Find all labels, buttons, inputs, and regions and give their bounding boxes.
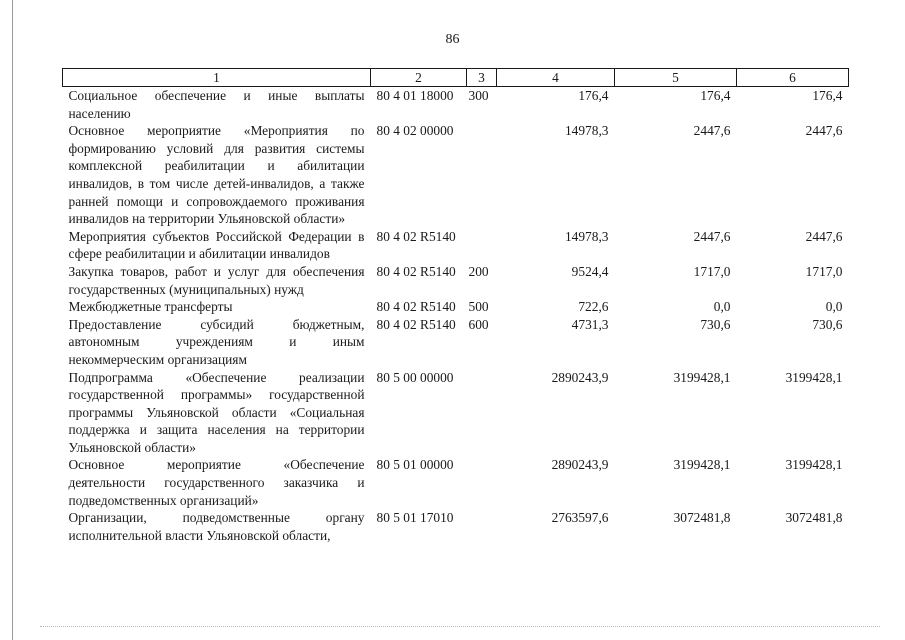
row-value-col6: 2447,6	[805, 123, 843, 139]
row-code: 80 4 02 R5140	[376, 263, 456, 279]
header-col-5: 5	[615, 69, 737, 87]
header-col-1: 1	[63, 69, 371, 87]
table-row	[63, 369, 849, 457]
row-code: 80 5 01 17010	[376, 510, 454, 526]
row-value-col4: 2890243,9	[551, 369, 609, 385]
row-name: Мероприятия субъектов Российской Федерации в сфере реабилитации и абилитации инвалидов	[68, 228, 365, 262]
row-value-col4: 4731,3	[571, 316, 609, 332]
table-row	[63, 509, 849, 544]
row-name: Основное мероприятие «Мероприятия по формированию условий для развития системы комплексной реабилитации и абилитации инвалидов, в том числе детей-инвалидов, а также ранней помощи и сопровождаемого проживания инвалидов на территории Ульяновской области»	[68, 123, 365, 227]
table-row	[63, 87, 849, 123]
row-expense-type: 600	[468, 316, 489, 332]
row-name: Межбюджетные трансферты	[68, 299, 233, 315]
row-value-col5: 2447,6	[693, 228, 731, 244]
row-name: Предоставление субсидий бюджетным, автономным учреждениям и иным некоммерческим организациям	[68, 316, 365, 367]
row-value-col5: 1717,0	[693, 263, 731, 279]
row-value-col6: 3072481,8	[785, 510, 843, 526]
row-expense-type	[467, 369, 497, 457]
row-value-col5: 3072481,8	[673, 510, 731, 526]
row-expense-type: 200	[468, 263, 489, 279]
row-expense-type	[467, 228, 497, 263]
row-value-col6: 176,4	[812, 88, 843, 103]
row-code: 80 4 02 R5140	[376, 299, 456, 315]
row-expense-type	[467, 509, 497, 544]
row-value-col5: 0,0	[713, 299, 731, 315]
budget-table	[62, 68, 849, 544]
row-value-col6: 3199428,1	[785, 457, 843, 473]
row-value-col6: 3199428,1	[785, 369, 843, 385]
header-row	[63, 69, 849, 87]
row-value-col6: 730,6	[812, 316, 843, 332]
row-value-col4: 14978,3	[564, 228, 609, 244]
row-name: Социальное обеспечение и иные выплаты населению	[68, 88, 365, 121]
scan-left-edge-line	[12, 0, 13, 640]
row-value-col6: 1717,0	[805, 263, 843, 279]
table-header	[63, 69, 849, 87]
row-value-col4: 9524,4	[571, 263, 609, 279]
header-col-3: 3	[467, 69, 497, 87]
header-col-2: 2	[371, 69, 467, 87]
row-value-col5: 3199428,1	[673, 457, 731, 473]
row-name: Подпрограмма «Обеспечение реализации государственной программы» государственной программы Ульяновской области «Социальная поддержка и защита населения на территории Ульяновской области»	[68, 369, 365, 455]
row-code: 80 5 01 00000	[376, 457, 454, 473]
table-body	[63, 87, 849, 545]
row-code: 80 4 02 00000	[376, 123, 454, 139]
scan-bottom-artifacts	[40, 626, 880, 631]
table-row	[63, 122, 849, 228]
row-code: 80 4 02 R5140	[376, 228, 456, 244]
row-code: 80 4 02 R5140	[376, 316, 456, 332]
row-expense-type: 500	[468, 299, 489, 315]
table-row	[63, 316, 849, 369]
row-value-col5: 176,4	[700, 88, 731, 103]
row-value-col5: 3199428,1	[673, 369, 731, 385]
row-value-col4: 2763597,6	[551, 510, 609, 526]
table-row	[63, 263, 849, 298]
row-name: Основное мероприятие «Обеспечение деятельности государственного заказчика и подведомственных организаций»	[68, 457, 365, 508]
row-value-col4: 14978,3	[564, 123, 609, 139]
row-value-col4: 176,4	[578, 88, 609, 103]
row-name: Организации, подведомственные органу исполнительной власти Ульяновской области,	[68, 510, 365, 543]
row-value-col6: 0,0	[825, 299, 843, 315]
page-number: 86	[445, 32, 460, 47]
row-value-col6: 2447,6	[805, 228, 843, 244]
row-code: 80 4 01 18000	[376, 88, 454, 103]
row-name: Закупка товаров, работ и услуг для обеспечения государственных (муниципальных) нужд	[68, 263, 365, 297]
row-expense-type	[467, 122, 497, 228]
header-col-6: 6	[737, 69, 849, 87]
row-expense-type: 300	[468, 88, 489, 103]
table-row	[63, 228, 849, 263]
row-value-col4: 2890243,9	[551, 457, 609, 473]
row-value-col5: 730,6	[700, 316, 731, 332]
table-row	[63, 298, 849, 316]
row-code: 80 5 00 00000	[376, 369, 454, 385]
table-row	[63, 456, 849, 509]
row-value-col5: 2447,6	[693, 123, 731, 139]
row-value-col4: 722,6	[578, 299, 609, 315]
row-expense-type	[467, 456, 497, 509]
header-col-4: 4	[497, 69, 615, 87]
